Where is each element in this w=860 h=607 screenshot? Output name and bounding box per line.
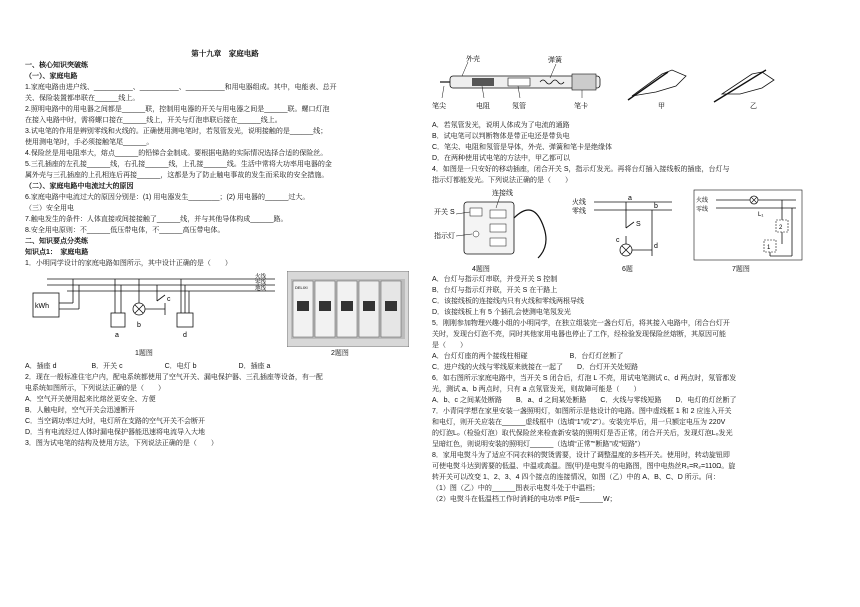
household-circuit-diagram <box>27 273 277 347</box>
wire-live-label: 火线 <box>696 198 709 204</box>
section-heading: 一、核心知识突破练 <box>25 62 88 69</box>
knowledge-point-heading: 知识点1： 家庭电路 <box>25 249 89 256</box>
figure-6-caption: 6题 <box>622 266 633 273</box>
label-jia: 甲 <box>658 103 665 110</box>
text-line: 呈暗红色，则说明安装的照明灯______（选填“正常”“断路”或“短路”） <box>432 441 645 448</box>
text-line: 在接入电路中时，需将螺口接在______线上，开关与灯泡串联后接在______线上。 <box>25 117 282 124</box>
label-d: d <box>183 332 187 339</box>
lamp-install-diagram <box>692 188 804 262</box>
figure-4-caption: 4题图 <box>472 266 490 273</box>
text-line: 电系统如图所示，下列说法正确的是（ ） <box>25 385 165 392</box>
text-line: 2.照明电路中的用电器之间都是______联，控制用电器的开关与用电器之间是______联。螺口灯泡 <box>25 106 330 113</box>
wire-live-label: 火线 <box>255 274 267 280</box>
box-2-label: 2 <box>779 225 783 231</box>
text-line: 的灯泡L₀（检验灯泡）取代保险丝来检查新安装的照明灯是否正常，闭合开关后，发现灯泡L₀发光 <box>432 430 733 437</box>
label-indicator: 指示灯 <box>434 233 455 240</box>
text-line: 7.触电发生的条件：人体直接或间接接触了______线，并与其他导体构成______路。 <box>25 216 288 223</box>
figure-7-caption: 7题图 <box>732 266 750 273</box>
label-c: c <box>167 296 171 303</box>
text-line: B．试电笔可以判断物体是带正电还是带负电 <box>432 133 570 140</box>
label-l0: L₁ <box>758 212 764 218</box>
text-line: 可使电熨斗达到需要的低温、中温或高温。图(甲)是电熨斗的电路图，图中电热丝R₁=R₂=110Ω。旋 <box>432 463 736 470</box>
label-a: a <box>115 332 119 339</box>
label-d: d <box>654 243 658 250</box>
label-b: b <box>137 322 141 329</box>
text-line: A．空气开关使用起来比熔丝更安全、方便 <box>25 396 156 403</box>
subsection-heading: （一）、家庭电路 <box>25 73 78 80</box>
text-line: 6．如右图所示家庭电路中，当开关 S 闭合后，灯泡 L 不亮，用试电笔测试 c、d 两点时，氖管都发 <box>432 375 737 382</box>
text-line: 8．家用电熨斗为了适应不同衣料的熨烫需要，设计了调整温度的多档开关。使用时，转动旋钮即 <box>432 452 730 459</box>
wire-neutral-label: 零线 <box>572 208 586 215</box>
text-line: D．当有电流经过人体时漏电保护器能迅速将电流导入大地 <box>25 429 206 436</box>
label-a: a <box>628 195 632 202</box>
text-line: A．台灯与指示灯串联，并受开关 S 控制 <box>432 276 558 283</box>
meter-label: kWh <box>35 303 49 310</box>
question-1-options: A．插座 d B．开关 c C．电灯 b D．插座 a <box>25 363 271 370</box>
text-line: B．人触电时，空气开关会迅速断开 <box>25 407 135 414</box>
left-column <box>25 0 425 449</box>
test-pen-figure <box>432 52 840 120</box>
text-line: 7．小青同学想在家里安装一盏照明灯，如图所示是他设计的电路。图中虚线框 1 和 2 应连入开关 <box>432 408 732 415</box>
text-line: A．b、c 之间某处断路 B．a、d 之间某处断路 C．火线与零线短路 D．电灯的灯丝断了 <box>432 397 737 404</box>
label-c: c <box>616 237 620 244</box>
label-clip: 笔卡 <box>574 103 588 110</box>
text-line: 关时，发现台灯泡不亮，同时其他家用电器也停止了工作，经检验发现保险丝熔断，其原因可能 <box>432 331 726 338</box>
text-line: （2）电熨斗在低温档工作时消耗的电功率 P低=______W； <box>432 496 617 503</box>
text-line: 3.试电笔的作用是辨别零线和火线的。正确使用测电笔时，若氖管发光，说明接触的是______线； <box>25 128 328 135</box>
label-spring: 弹簧 <box>548 57 562 64</box>
text-line: 4．如图是一只安好的移动插座，闭合开关 S，指示灯发光。再将台灯插入接线板的插座，台灯与 <box>432 166 730 173</box>
label-s: S <box>636 221 641 228</box>
text-line: 是（ ） <box>432 342 467 349</box>
test-pen-diagram <box>432 52 840 120</box>
section-heading: 二、知识要点分类练 <box>25 238 88 245</box>
text-line: C．笔尖、电阻和氖管是导体，外壳、弹簧和笔卡是绝缘体 <box>432 144 613 151</box>
fault-circuit-diagram <box>572 188 682 262</box>
text-line: 和电灯，则开关应装在______虚线框中（选填“1”或“2”）。安装完毕后，用一只额定电压为 220V <box>432 419 726 426</box>
wire-live-label: 火线 <box>572 199 586 206</box>
label-neon: 氖管 <box>512 103 526 110</box>
text-line: A．台灯灯座的两个接线柱相碰 B．台灯灯丝断了 <box>432 353 624 360</box>
figure-2-caption: 2题图 <box>331 350 349 357</box>
text-line: 5.三孔插座的左孔接______线，右孔接______线，上孔接______线。生活中常将大功率用电器的金 <box>25 161 332 168</box>
figure-1-caption: 1题图 <box>135 350 153 357</box>
figure-row-4-6-7 <box>432 186 840 274</box>
box-1-label: 1 <box>767 245 771 251</box>
right-column <box>432 0 840 505</box>
text-line: 5．刚刚参加物理兴趣小组的小明同学，在独立组装完一盏台灯后，将其接入电路中，闭合台灯开 <box>432 320 730 327</box>
wire-neutral-label: 零线 <box>255 280 267 286</box>
wire-neutral-label: 零线 <box>696 207 709 213</box>
text-line: 关、保险装置都串联在______线上。 <box>25 95 140 102</box>
text-line: C．该接线板的连接线内只有火线和零线两根导线 <box>432 298 585 305</box>
text-line: 使用测电笔时，手必须接触笔尾______。 <box>25 139 154 146</box>
text-line: 1.家庭电路由进户线、__________、__________、__________和用电器组成。其中，电能表、总开 <box>25 84 337 91</box>
text-line: 光，测试 a、b 两点时，只有 a 点氖管发光，则故障可能是（ ） <box>432 386 641 393</box>
page-title: 第十九章 家庭电路 <box>191 49 259 58</box>
question-1: 1．小明同学设计的家庭电路如图所示，其中设计正确的是（ ） <box>25 260 232 267</box>
label-switch: 开关 S <box>434 209 455 216</box>
text-line: 3．图为试电笔的结构及使用方法，下列说法正确的是（ ） <box>25 440 218 447</box>
text-line: 6.家庭电路中电流过大的原因分别是：(1) 用电器发生________；(2) 用电器的______过大。 <box>25 194 310 201</box>
text-line: 转开关可以改变 1、2、3、4 四个接点的连接情况，如图（乙）中的 A、B、C、D 所示。问： <box>432 474 720 481</box>
text-line: （三）安全用电 <box>25 205 74 212</box>
figure-row-1-2 <box>25 269 425 361</box>
label-resistor: 电阻 <box>476 103 490 110</box>
wire-ground-label: 地线 <box>255 286 267 292</box>
label-yi: 乙 <box>750 103 757 110</box>
text-line: C．当空调功率过大时，电灯所在支路的空气开关不会断开 <box>25 418 206 425</box>
power-strip-diagram <box>434 188 554 262</box>
label-b: b <box>654 203 658 210</box>
distribution-box-photo <box>287 271 409 347</box>
brand-label: DELIXI <box>295 285 308 290</box>
text-line: 属外壳与三孔插座的上孔相连后再接______，这都是为了防止触电事故的发生而采取的安全措施。 <box>25 172 329 179</box>
label-shell: 外壳 <box>466 56 480 63</box>
text-line: D．该接线板上有 5 个插孔会使测电笔氖发光 <box>432 309 571 316</box>
text-line: D．在两种使用试电笔的方法中，甲乙都可以 <box>432 155 571 162</box>
text-line: C．进户线的火线与零线原来就接在一起了 D．台灯开关处短路 <box>432 364 639 371</box>
subsection-heading: （二）、家庭电路中电流过大的原因 <box>25 183 134 190</box>
label-cable: 连接线 <box>492 190 513 197</box>
text-line: （1）图（乙）中的______图表示电熨斗处于中温档； <box>432 485 600 492</box>
text-line: 指示灯都能发光。下列说法正确的是（ ） <box>432 177 572 184</box>
text-line: 4.保险丝是用电阻率大，熔点______的铅锑合金制成。要根据电路的实际情况选择合适的保险丝。 <box>25 150 328 157</box>
text-line: 2．现在一般标准住宅户内，配电系统都使用了空气开关、漏电保护器、三孔插座等设备，有一配 <box>25 374 323 381</box>
text-line: 8.安全用电原则：不______低压带电体，不______高压带电体。 <box>25 227 225 234</box>
text-line: B．台灯与指示灯并联，开关 S 在干路上 <box>432 287 558 294</box>
text-line: A．若氖管发光，说明人体成为了电流的通路 <box>432 122 570 129</box>
label-tip: 笔尖 <box>432 103 446 110</box>
